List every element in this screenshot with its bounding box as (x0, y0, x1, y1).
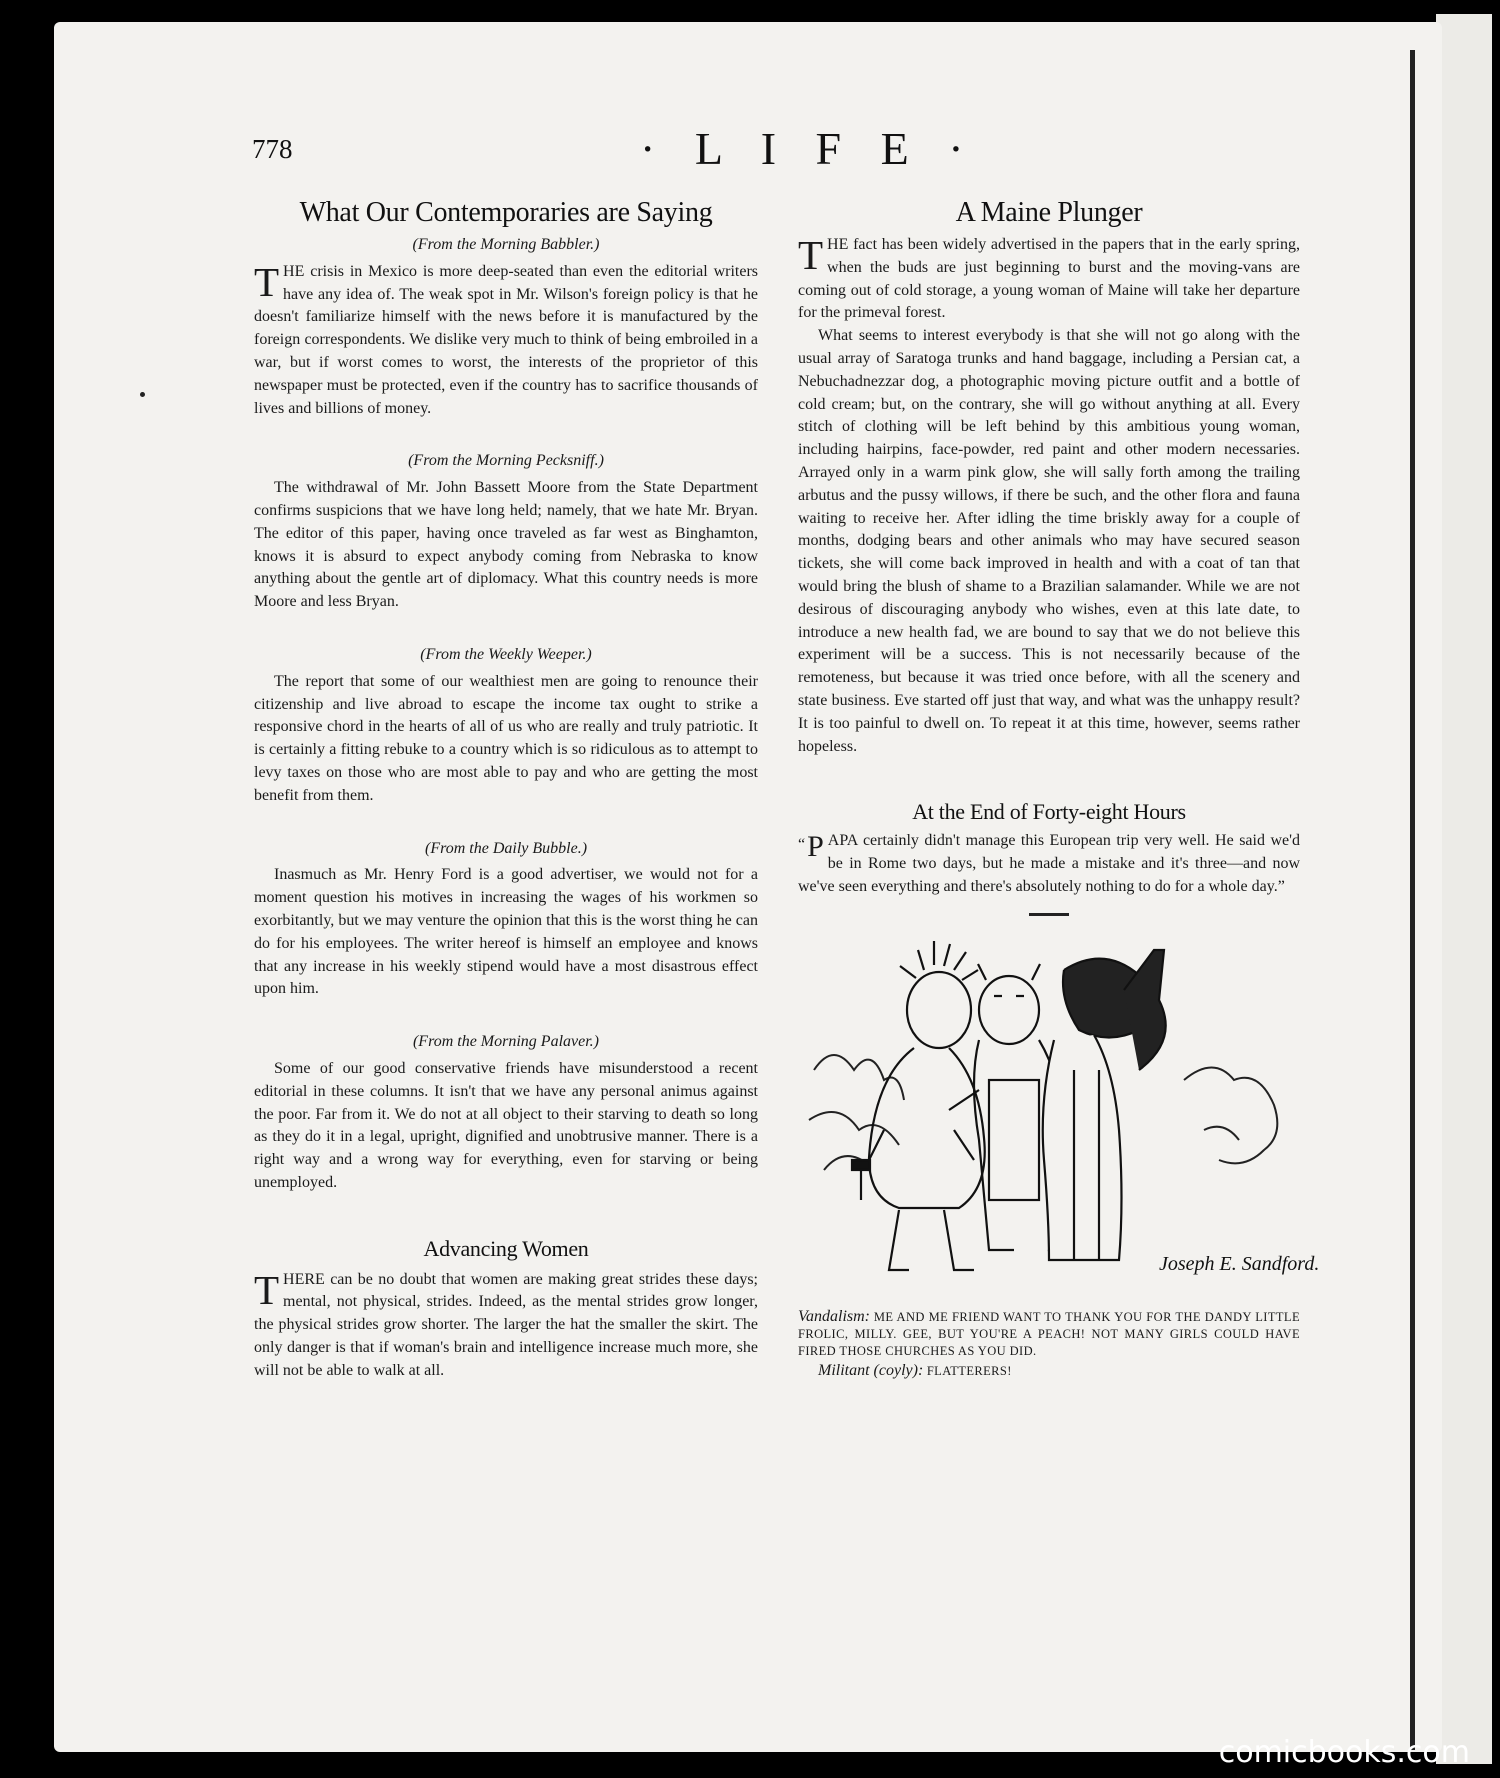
drop-cap: T (254, 1266, 280, 1313)
left-column (254, 196, 758, 1383)
source-line: (From the Weekly Weeper.) (420, 645, 592, 663)
headline-forty-eight-hours: At the End of Forty-eight Hours (912, 799, 1186, 825)
speck (140, 392, 145, 397)
page-number: 778 (252, 134, 293, 164)
caption-speaker: Militant (coyly): (818, 1361, 924, 1379)
cartoon-caption: Vandalism: ME AND ME FRIEND WANT TO THANK YOU FOR THE DANDY LITTLE FROLIC, MILLY. GEE, BUT YOU'RE A PEACH! NOT MANY GIRLS COULD HAVE FIRED THOSE CHURCHES AS YOU DID. (798, 1307, 1301, 1358)
adjacent-page-strip (1436, 14, 1492, 1764)
section-divider (1029, 913, 1069, 916)
article-paragraph: Some of our good conservative friends have misunderstood a recent editorial in these columns. It isn't that we have any personal animus against the poor. Far from it. We do not at all object to their starving to death so long as they do it in a legal, upright, dignified and unobtrusive manner. There is a right way and a wrong way for everything, even for starving or being unemployed. (254, 1059, 758, 1191)
cartoon-caption-reply: Militant (coyly): FLATTERERS! (818, 1361, 1012, 1379)
artist-signature: Joseph E. Sandford. (1159, 1252, 1320, 1275)
right-column (798, 196, 1320, 1383)
article-paragraph: THERE can be no doubt that women are making great strides these days; mental, not physical, strides. Indeed, as the mental strides grow longer, the physical strides grow shorter. The larger the hat the smaller the skirt. The only danger is that if woman's brain and intelligence increase much more, she will not be able to walk at all. (254, 1266, 758, 1379)
article-paragraph: Inasmuch as Mr. Henry Ford is a good advertiser, we would not for a moment question his motives in increasing the wages of his workmen so exorbitantly, but we may venture the opinion that this is the worst thing he can do for his employees. The writer hereof is himself an employee and knows that any increase in his weekly stipend would have a most disastrous effect upon him. (254, 866, 758, 998)
headline-maine-plunger: A Maine Plunger (955, 197, 1143, 228)
open-quote: “ (798, 836, 806, 854)
masthead: · L I F E · (640, 123, 978, 174)
drop-cap: T (798, 232, 824, 278)
source-line: (From the Morning Babbler.) (412, 236, 600, 253)
source-line: (From the Morning Pecksniff.) (408, 452, 604, 470)
cartoon-illustration (804, 930, 1320, 1300)
article-paragraph: The report that some of our wealthiest men are going to renounce their citizenship and live abroad to escape the income tax ought to strike a responsive chord in the hearts of all of us who are really and truly patriotic. It is certainly a fitting rebuke to a country which is so ridiculous as to attempt to levy taxes on those who are most able to pay and who are getting the most benefit from them. (254, 672, 758, 804)
source-line: (From the Morning Palaver.) (412, 1033, 600, 1051)
article-paragraph: What seems to interest everybody is that she will not go along with the usual array of Saratoga trunks and hand baggage, including a Persian cat, a Nebuchadnezzar dog, a photographic moving picture outfit and a bottle of cold cream; but, on the contrary, she will go without anything at all. Every stitch of clothing will be left behind by this ambitious young woman, including hairpins, face-powder, red paint and other modern necessaries. Arrayed only in a warm pink glow, she will sally forth among the trailing arbutus and the pussy willows, if there be such, and the other flora and fauna waiting to receive her. After idling the time briskly away for a couple of months, dodging bears and other animals who may have secured season tickets, she will come back improved in health and with a coat of tan that would bring the blush of shame to a Brazilian salamander. While we are not desirous of discouraging anybody who wishes, even at this late date, to introduce a new health fad, we are bound to say that we do not believe this experiment will be a success. This is not necessarily because of the remoteness, but because it was tried once before, with all the scenery and state business. Eve started off just that way, and what was the unhappy result? It is too painful to dwell on. To repeat it at this time, however, seems rather hopeless. (798, 327, 1300, 755)
article-paragraph: THE fact has been widely advertised in the papers that in the early spring, when the buds are just beginning to burst and the moving-vans are coming out of cold storage, a young woman of Maine will take her departure for the primeval forest. (798, 232, 1300, 322)
headline-advancing-women: Advancing Women (423, 1235, 589, 1261)
binding-edge (1410, 50, 1415, 1750)
drop-cap: T (254, 258, 280, 305)
drop-cap: P (807, 830, 824, 864)
headline-contemporaries: What Our Contemporaries are Saying (299, 197, 713, 228)
caption-speaker: Vandalism: (798, 1307, 870, 1325)
article-paragraph: The withdrawal of Mr. John Bassett Moore from the State Department confirms suspicions that we have long held; namely, that we hate Mr. Bryan. The editor of this paper, having once traveled as far west as Binghamton, knows it is absurd to expect anybody coming from Nebraska to know anything about the gentle art of diplomacy. What this country needs is more Moore and less Bryan. (254, 479, 758, 611)
source-line: (From the Daily Bubble.) (424, 839, 588, 857)
article-paragraph: THE crisis in Mexico is more deep-seated than even the editorial writers have any idea of. The weak spot in Mr. Wilson's foreign policy is that he doesn't familiarize himself with the news before it is manufactured by the foreign correspondents. We dislike very much to think of being embroiled in a war, but if worst comes to worst, the interests of the proprietor of this newspaper must be protected, even if the country has to sacrifice thousands of lives and billions of money. (254, 258, 758, 417)
article-paragraph: “ P APA certainly didn't manage this European trip very well. He said we'd be in Rome two days, but he made a mistake and it's three—and now we've seen everything and there's absolutely nothing to do for a whole day.” (798, 830, 1300, 895)
watermark: comicbooks.com (1218, 1735, 1470, 1770)
